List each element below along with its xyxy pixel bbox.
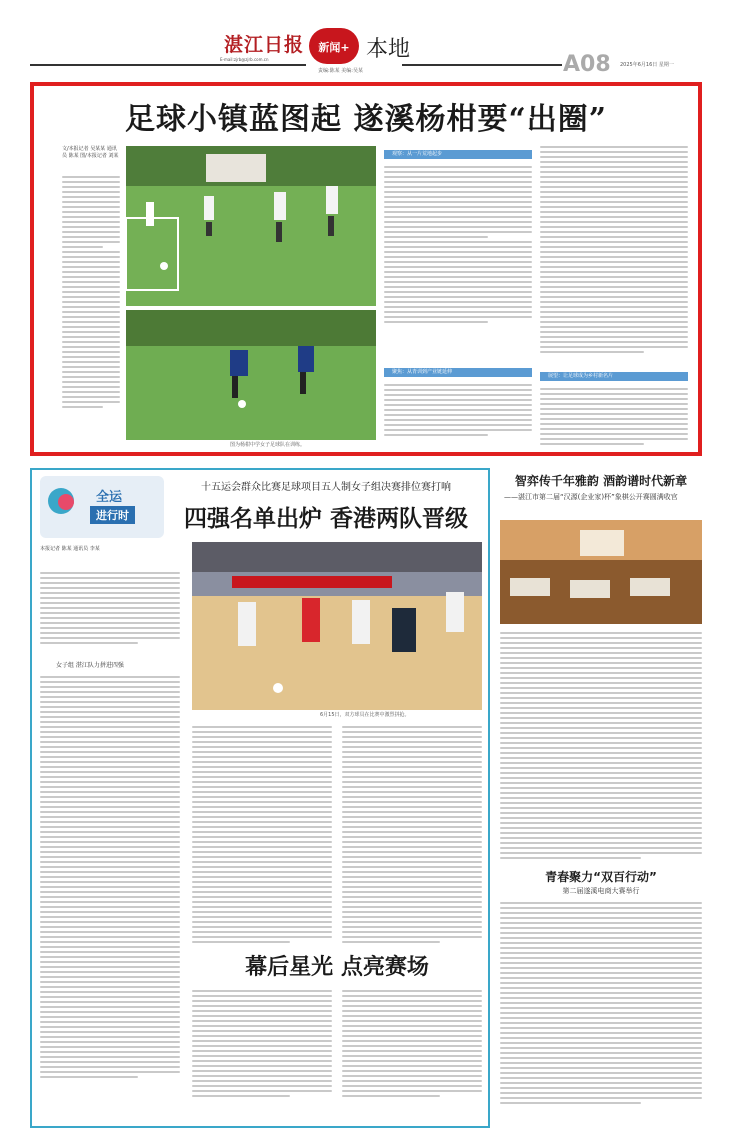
editor-line: 责编:陈某 美编:吴某 <box>318 68 363 74</box>
paper-name: 湛江日报 <box>224 34 305 56</box>
section-name: 本地 <box>366 37 411 62</box>
story2-headline: 四强名单出炉 香港两队晋级 <box>183 505 468 532</box>
paper-url: E-mail:zjrb@zjrb.com.cn <box>220 57 269 62</box>
story1-column-3 <box>540 146 688 356</box>
issue-date: 2025年6月16日 星期一 <box>620 62 674 68</box>
story1-photo-caption: 图为杨柑中学女子足球队在训练。 <box>230 442 306 448</box>
story1-headline: 足球小镇蓝图起 遂溪杨柑要“出圈” <box>125 102 607 137</box>
story2-subhead-1: 女子组 湛江队力拼进四强 <box>56 662 124 669</box>
games-logo-line2: 进行时 <box>90 506 135 524</box>
story2-column-2 <box>192 726 332 946</box>
story3-photo-chess-hall <box>500 520 702 624</box>
story4-subhead: 第二届遂溪电商大赛举行 <box>562 887 640 895</box>
story1-column-1 <box>62 176 120 411</box>
story2-column-1b <box>40 676 180 1081</box>
page-number: A08 <box>563 52 611 77</box>
story1-column-3b <box>540 388 688 448</box>
paper-logo <box>214 30 305 56</box>
story3-subhead: ——湛江市第二届“汉源(企业家)杯”象棋公开赛圆满收官 <box>504 493 678 501</box>
story2-kicker: 十五运会群众比赛足球项目五人制女子组决赛排位赛打响 <box>201 482 451 493</box>
story2-section-head: 幕后星光 点亮赛场 <box>245 954 429 980</box>
games-logo-line1: 全运 <box>96 490 123 505</box>
story4-headline: 青春聚力“双百行动” <box>545 870 657 884</box>
story1-photo-training <box>126 146 376 306</box>
story2-photo-futsal <box>192 542 482 710</box>
story2-column-5 <box>342 990 482 1100</box>
story1-subhead-2: 聚焦：从青训到产业链延伸 <box>384 368 532 377</box>
story1-subhead-1: 观察：从一片荒地起步 <box>384 150 532 159</box>
story2-column-3 <box>342 726 482 946</box>
story1-photo-match <box>126 310 376 440</box>
story2-column-4 <box>192 990 332 1100</box>
story2-byline: 本报记者 陈某 通讯员 李某 <box>40 546 100 552</box>
games-logo <box>40 476 164 538</box>
story2-column-1 <box>40 572 180 647</box>
header-rule <box>30 64 306 66</box>
story3-headline: 智弈传千年雅韵 酒韵谱时代新章 <box>514 474 688 488</box>
story1-byline: 文/本报记者 吴某某 通讯员 陈某 图/本报记者 刘某 <box>62 146 119 159</box>
story1-subhead-3: 展望：让足球成为乡村新名片 <box>540 372 688 381</box>
story1-column-2b <box>384 384 532 439</box>
section-badge-label: 新闻+ <box>318 41 350 54</box>
header-rule-right <box>402 64 562 66</box>
story2-photo-caption: 6月15日，双方球员在比赛中激烈拼抢。 <box>320 712 410 718</box>
story1-column-2 <box>384 166 532 326</box>
section-badge <box>309 28 359 64</box>
story4-column-1 <box>500 902 702 1107</box>
story3-column-1 <box>500 632 702 862</box>
